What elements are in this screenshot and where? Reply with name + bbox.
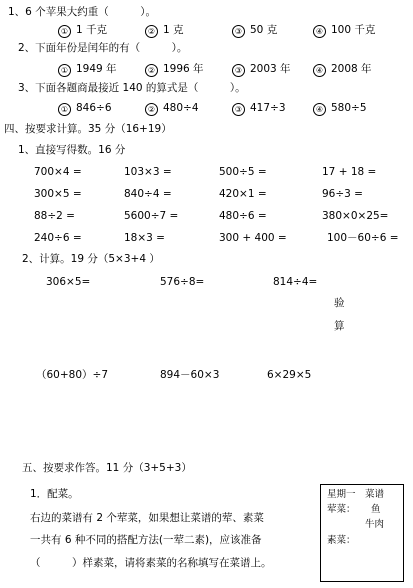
- q1-option-4: ④ 100 千克: [313, 24, 375, 38]
- q2-option-2: ② 1996 年: [145, 63, 204, 77]
- problem-text-line: （ ）样素菜，请将素菜的名称填写在菜谱上。: [30, 557, 272, 569]
- q2-option-1: ① 1949 年: [58, 63, 117, 77]
- menu-meat-label: 荤菜：: [327, 504, 356, 515]
- calc-expression: 894－60×3: [160, 369, 220, 381]
- circled-number-icon: ④: [313, 103, 326, 116]
- question-2-stem: 2、下面年份是闰年的有（ ）。: [18, 42, 188, 54]
- question-3-stem: 3、下面各题商最接近 140 的算式是（ ）。: [18, 82, 246, 94]
- arith-cell: 100－60÷6 =: [327, 232, 399, 244]
- calc-expression: 6×29×5: [267, 369, 312, 381]
- problem-text-line: 右边的菜谱有 2 个荤菜，如果想让菜谱的荤、素菜: [30, 512, 264, 524]
- circled-number-icon: ②: [145, 103, 158, 116]
- circled-number-icon: ①: [58, 25, 71, 38]
- arith-cell: 840÷4 =: [124, 188, 172, 200]
- calc-expression: （60+80）÷7: [36, 369, 108, 381]
- problem-text-line: 一共有 6 种不同的搭配方法(一荤二素)，应该准备: [30, 534, 262, 546]
- menu-veg-label: 素菜：: [327, 535, 356, 546]
- circled-number-icon: ①: [58, 64, 71, 77]
- menu-meat-item: 牛肉: [365, 519, 385, 530]
- arith-cell: 300 + 400 =: [219, 232, 287, 244]
- question-1-stem: 1、6 个苹果大约重（ ）。: [8, 6, 156, 18]
- q1-option-2: ② 1 克: [145, 24, 184, 38]
- arith-cell: 103×3 =: [124, 166, 172, 178]
- arith-cell: 17 + 18 =: [322, 166, 377, 178]
- verify-label-char: 算: [334, 320, 345, 332]
- arith-cell: 500÷5 =: [219, 166, 267, 178]
- q3-option-2: ② 480÷4: [145, 102, 199, 116]
- calc-expression: 576÷8=: [160, 276, 205, 288]
- q2-option-4: ④ 2008 年: [313, 63, 372, 77]
- arith-cell: 96÷3 =: [322, 188, 363, 200]
- menu-meat-item: 鱼: [371, 504, 381, 515]
- calc-expression: 306×5=: [46, 276, 91, 288]
- circled-number-icon: ③: [232, 64, 245, 77]
- section-5-part-1-title: 1．配菜。: [30, 488, 79, 500]
- section-4-title: 四、按要求计算。35 分（16+19）: [4, 123, 172, 135]
- q2-option-3: ③ 2003 年: [232, 63, 291, 77]
- circled-number-icon: ②: [145, 25, 158, 38]
- arith-cell: 5600÷7 =: [124, 210, 179, 222]
- circled-number-icon: ③: [232, 25, 245, 38]
- arith-cell: 240÷6 =: [34, 232, 82, 244]
- q1-option-3: ③ 50 克: [232, 24, 277, 38]
- q3-option-4: ④ 580÷5: [313, 102, 367, 116]
- circled-number-icon: ①: [58, 103, 71, 116]
- section-4-part-1-title: 1、直接写得数。16 分: [18, 144, 126, 156]
- menu-card: [320, 484, 404, 582]
- circled-number-icon: ②: [145, 64, 158, 77]
- calc-expression: 814÷4=: [273, 276, 318, 288]
- section-5-title: 五、按要求作答。11 分（3+5+3）: [22, 462, 192, 474]
- q3-option-1: ① 846÷6: [58, 102, 112, 116]
- arith-cell: 480÷6 =: [219, 210, 267, 222]
- arith-cell: 300×5 =: [34, 188, 82, 200]
- arith-cell: 88÷2 =: [34, 210, 75, 222]
- circled-number-icon: ③: [232, 103, 245, 116]
- q1-option-1: ① 1 千克: [58, 24, 107, 38]
- arith-cell: 380×0×25=: [322, 210, 389, 222]
- circled-number-icon: ④: [313, 64, 326, 77]
- verify-label-char: 验: [334, 297, 345, 309]
- arith-cell: 18×3 =: [124, 232, 165, 244]
- circled-number-icon: ④: [313, 25, 326, 38]
- q3-option-3: ③ 417÷3: [232, 102, 286, 116]
- arith-cell: 700×4 =: [34, 166, 82, 178]
- section-4-part-2-title: 2、计算。19 分（5×3+4 ）: [22, 253, 160, 265]
- menu-header: 星期一 菜谱: [327, 489, 385, 500]
- arith-cell: 420×1 =: [219, 188, 267, 200]
